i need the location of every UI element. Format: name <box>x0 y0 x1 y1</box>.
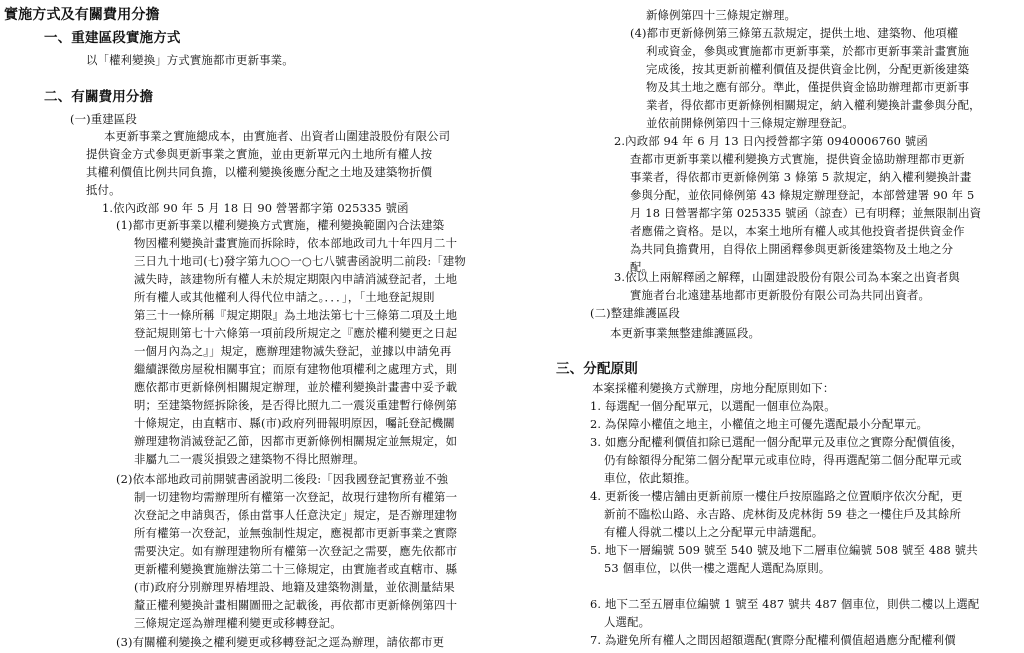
rule-line: 4. 更新後一樓店舖由更新前原一樓住戶按原臨路之位置順序依次分配，更 <box>590 489 963 503</box>
sub-item-line: 繼續課徵房屋稅相關事宜；而原有建物他項權利之處理方式，則 <box>134 362 458 376</box>
section-2-heading: 二、有關費用分擔 <box>44 89 154 105</box>
sub-item-line: 非屬九二一震災損毀之建築物不得比照辦理。 <box>134 452 365 466</box>
item-2-line: 月 18 日營署都字第 025335 號函（諒查）已有明釋；並無限制出資 <box>630 206 982 220</box>
sub-item-line: 明；至建築物經拆除後，是否得比照九二一震災重建暫行條例第 <box>134 398 458 412</box>
sub-item-line: (4)都市更新條例第三條第五款規定，提供土地、建築物、他項權 <box>630 26 959 40</box>
section-1-heading: 一、重建區段實施方式 <box>44 30 181 46</box>
rule-7: 7. 為避免所有權人之間因超額選配(實際分配權利價值超過應分配權利價 <box>590 633 956 647</box>
rule-line: 5. 地下一層編號 509 號至 540 號及地下二層車位編號 508 號至 488 號共 <box>590 543 978 557</box>
rule-2: 2. 為保障小權值之地主，小權值之地主可優先選配最小分配單元。 <box>590 417 929 431</box>
rule-line: 3. 如應分配權利價值扣除已選配一個分配單元及車位之實際分配價值後， <box>590 435 963 449</box>
item-2-heading: 2.內政部 94 年 6 月 13 日內授營都字第 0940006760 號函 <box>614 134 928 148</box>
rule-line: 仍有餘額得分配第二個分配單元或車位時，得再選配第二個分配單元或 <box>604 453 962 467</box>
sub-item-line: 十條規定，由直轄市、縣(市)政府列冊報明原因，囑託登記機關 <box>134 416 455 430</box>
sub-item-line: 利或資金，參與或實施都市更新事業，於都市更新事業計畫實施 <box>646 44 970 58</box>
sub-item-line: 辦理建物消滅登記乙節，因都市更新條例相關規定並無規定，如 <box>134 434 458 448</box>
sub-item-line: 滅失時，該建物所有權人未於規定期限內申請消滅登記者，土地 <box>134 272 458 286</box>
sub-item-line: 制一切建物均需辦理所有權第一次登記，故現行建物所有權第一 <box>134 490 458 504</box>
sub-item-line: 並依前開條例第四十三條規定辦理登記。 <box>646 116 854 130</box>
sub-item-line: 更新權利變換實施辦法第二十三條規定，由實施者或直轄市、縣 <box>134 562 458 576</box>
item-2-line: 查都市更新事業以權利變換方式實施，提供資金協助辦理都市更新 <box>630 152 965 166</box>
paragraph-line: 抵付。 <box>86 183 121 197</box>
item-2-line: 事業者，得依都市更新條例第 3 條第 5 款規定，納入權利變換計畫 <box>630 170 972 184</box>
sub-item-line: 三條規定逕為辦理權利變更或移轉登記。 <box>134 616 342 630</box>
rule-line: 53 個車位，以供一樓之選配人選配為原則。 <box>604 561 831 575</box>
paragraph-line: 其權利價值比例共同負擔，以權利變換後應分配之土地及建築物折價 <box>86 165 433 179</box>
rule-line: 6. 地下二至五層車位編號 1 號至 487 號共 487 個車位，則供二樓以上選配 <box>590 597 980 611</box>
continued-line: 新條例第四十三條規定辦理。 <box>646 8 797 22</box>
sub-item-3: (3)有關權利變換之權利變更或移轉登記之逕為辦理，請依都市更 <box>116 635 445 649</box>
item-3-line: 實施者台北遠建基地都市更新股份有限公司為共同出資者。 <box>630 288 931 302</box>
sub-item-line: (2)依本部地政司前開號書函說明二後段:「因我國登記實務並不強 <box>116 472 449 486</box>
rule-line: 車位，依此類推。 <box>604 471 697 485</box>
item-3-line: 3.依以上兩解釋函之解釋，山圍建設股份有限公司為本案之出資者與 <box>614 270 960 284</box>
sub-item-line: 釐正權利變換計畫相關圖冊之記載後，再依都市更新條例第四十 <box>134 598 458 612</box>
sub-item-line: 第三十一條所稱『規定期限』為土地法第七十三條第二項及土地 <box>134 308 458 322</box>
sub-item-line: 一個月內為之』」規定，應辦理建物滅失登記，並據以申請免再 <box>134 344 452 358</box>
paragraph-line: 提供資金方式參與更新事業之實施，並由更新單元內土地所有權人按 <box>86 147 433 161</box>
sub-item-line: 物及其土地之應有部分。準此，僅提供資金協助辦理都市更新事 <box>646 80 970 94</box>
section-1-body: 以「權利變換」方式實施都市更新事業。 <box>86 53 294 67</box>
rule-line: 新前不臨松山路、永吉路、虎林街及虎林街 59 巷之一樓住戶及其餘所 <box>604 507 962 521</box>
sub-item-line: 所有權人或其他權利人得代位申請之。．．．」，「土地登記規則 <box>134 290 435 304</box>
document-title: 實施方式及有關費用分擔 <box>4 7 160 23</box>
sub-item-line: 次登記之申請與否，係由當事人任意決定」規定，是否辦理建物 <box>134 508 458 522</box>
sub-item-line: 登記規則第七十六條第一項前段所規定之『應於權利變更之日起 <box>134 326 458 340</box>
section-2-2-heading: (二)整建維護區段 <box>590 306 680 320</box>
rule-1: 1. 每選配一個分配單元，以選配一個車位為限。 <box>590 399 836 413</box>
paragraph-line: 本更新事業之實施總成本，由實施者、出資者山圍建設股份有限公司 <box>104 129 451 143</box>
sub-item-line: 三日九十地司(七)發字第九○○一○七八號書函說明二前段:「建物 <box>134 254 466 268</box>
section-3-heading: 三、分配原則 <box>556 361 638 377</box>
item-2-line: 參與分配，並依同條例第 43 條規定辦理登記，本部營建署 90 年 5 <box>630 188 975 202</box>
sub-item-line: 業者，得依都市更新條例相關規定，納入權利變換計畫參與分配， <box>646 98 981 112</box>
sub-item-line: 應依都市更新條例相關規定辦理，並於權利變換計畫書中妥予載 <box>134 380 458 394</box>
sub-item-line: 需要決定。如有辦理建物所有權第一次登記之需要，應先依都市 <box>134 544 458 558</box>
sub-item-line: 所有權第一次登記，並無強制性規定，應視都市更新事業之實際 <box>134 526 458 540</box>
item-1-heading: 1.依內政部 90 年 5 月 18 日 90 營署都字第 025335 號函 <box>102 201 409 215</box>
sub-item-line: (1)都市更新事業以權利變換方式實施，權利變換範圍內合法建築 <box>116 218 445 232</box>
sub-item-line: 完成後，按其更新前權利價值及提供資金比例，分配更新後建築 <box>646 62 970 76</box>
item-2-line: 為共同負擔費用，自得依上開函釋參與更新後建築物及土地之分 <box>630 242 954 256</box>
section-2-2-body: 本更新事業無整建維護區段。 <box>610 326 761 340</box>
sub-item-line: 物因權利變換計畫實施而拆除時，依本部地政司九十年四月二十 <box>134 236 458 250</box>
rule-line: 人選配。 <box>604 615 651 629</box>
sub-item-line: (市)政府分別辦理界樁埋設、地籍及建築物測量，並依測量結果 <box>134 580 455 594</box>
section-3-intro: 本案採權利變換方式辦理，房地分配原則如下： <box>592 381 835 395</box>
item-2-line: 者應備之資格。是以，本案土地所有權人或其他投資者提供資金作 <box>630 224 965 238</box>
rule-line: 有權人得就二樓以上之分配單元申請選配。 <box>604 525 824 539</box>
section-2-1-heading: (一)重建區段 <box>70 112 137 126</box>
item-2-line: 配。 <box>630 260 654 274</box>
